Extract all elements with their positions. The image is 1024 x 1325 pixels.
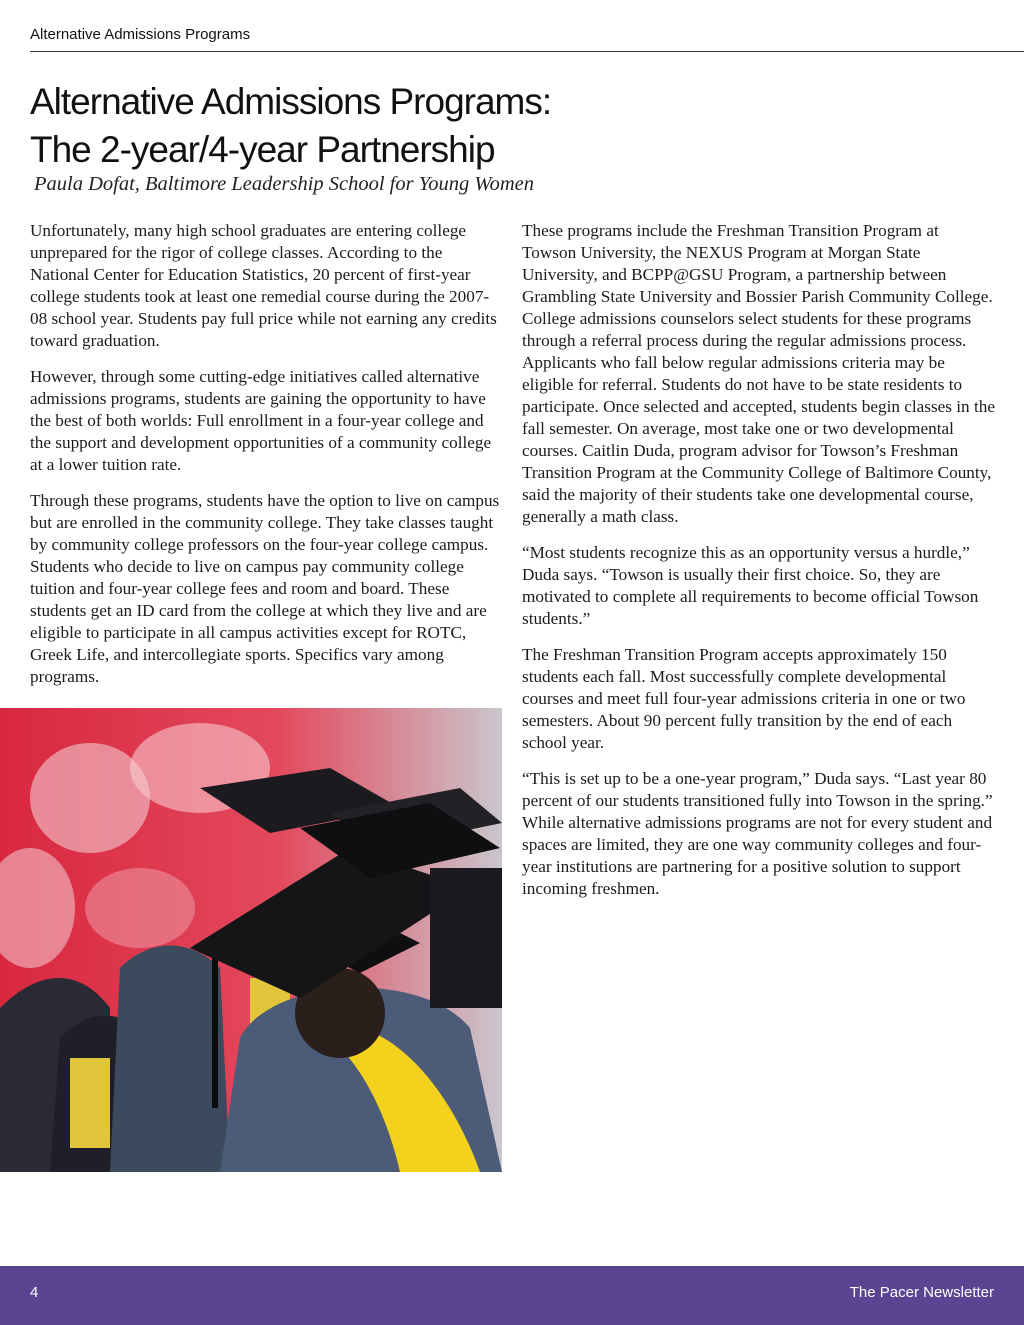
- publication-name: The Pacer Newsletter: [849, 1284, 994, 1301]
- paragraph: “This is set up to be a one-year program,” Duda says. “Last year 80 percent of our students transitioned fully into Towson in the spring.” While alternative admissions programs are not for every student and spaces are limited, they are one way community colleges and four-year institutions are partnering for a positive solution to support incoming freshmen.: [522, 769, 993, 898]
- paragraph: However, through some cutting-edge initiatives called alternative admissions programs, students are gaining the opportunity to have the best of both worlds: Full enrollment in a four-year college and the support and development opportunities of a community college at a lower tuition rate.: [30, 367, 492, 474]
- paragraph: Through these programs, students have the option to live on campus but are enrolled in the community college. They take classes taught by community college professors on the four-year college campus. Students who decide to live on campus pay community college tuition and four-year college fees and room and board. These students get an ID card from the college at which they live and are eligible to participate in all campus activities except for ROTC, Greek Life, and intercollegiate sports. Specifics vary among programs.: [30, 491, 500, 686]
- right-column: [522, 220, 996, 914]
- article-title-line-2: The 2-year/4-year Partnership: [30, 129, 495, 170]
- paragraph: These programs include the Freshman Transition Program at Towson University, the NEXUS Program at Morgan State University, and BCPP@GSU Program, a partnership between Grambling State University and Bossier Parish Community College. College admissions counselors select students for these programs through a referral process during the regular admissions process. Applicants who fall below regular admissions criteria may be eligible for referral. Students do not have to be state residents to participate. Once selected and accepted, students begin classes in the fall semester. On average, most take one or two developmental courses. Caitlin Duda, program advisor for Towson’s Freshman Transition Program at the Community College of Baltimore County, said the majority of their students take one developmental course, generally a math class.: [522, 221, 995, 526]
- paragraph: “Most students recognize this as an opportunity versus a hurdle,” Duda says. “Towson is usually their first choice. So, they are motivated to complete all requirements to become official Towson students.”: [522, 543, 979, 628]
- page-footer: [0, 1266, 1024, 1325]
- article-title: [30, 78, 551, 174]
- paragraph: Unfortunately, many high school graduates are entering college unprepared for the rigor of college classes. According to the National Center for Education Statistics, 20 percent of first-year college students took at least one remedial course during the 2007-08 school year. Students pay full price while not earning any credits toward graduation.: [30, 221, 497, 350]
- article-title-line-1: Alternative Admissions Programs:: [30, 81, 552, 122]
- graduation-photo: [0, 708, 502, 1172]
- left-column: [30, 220, 500, 702]
- page-number: 4: [30, 1284, 39, 1301]
- paragraph: The Freshman Transition Program accepts approximately 150 students each fall. Most successfully complete developmental courses and meet full four-year admissions criteria in one or two semesters. About 90 percent fully transition by the end of each school year.: [522, 645, 966, 752]
- header-divider: [30, 51, 1024, 52]
- running-header: Alternative Admissions Programs: [30, 26, 251, 43]
- article-byline: Paula Dofat, Baltimore Leadership School for Young Women: [34, 173, 534, 195]
